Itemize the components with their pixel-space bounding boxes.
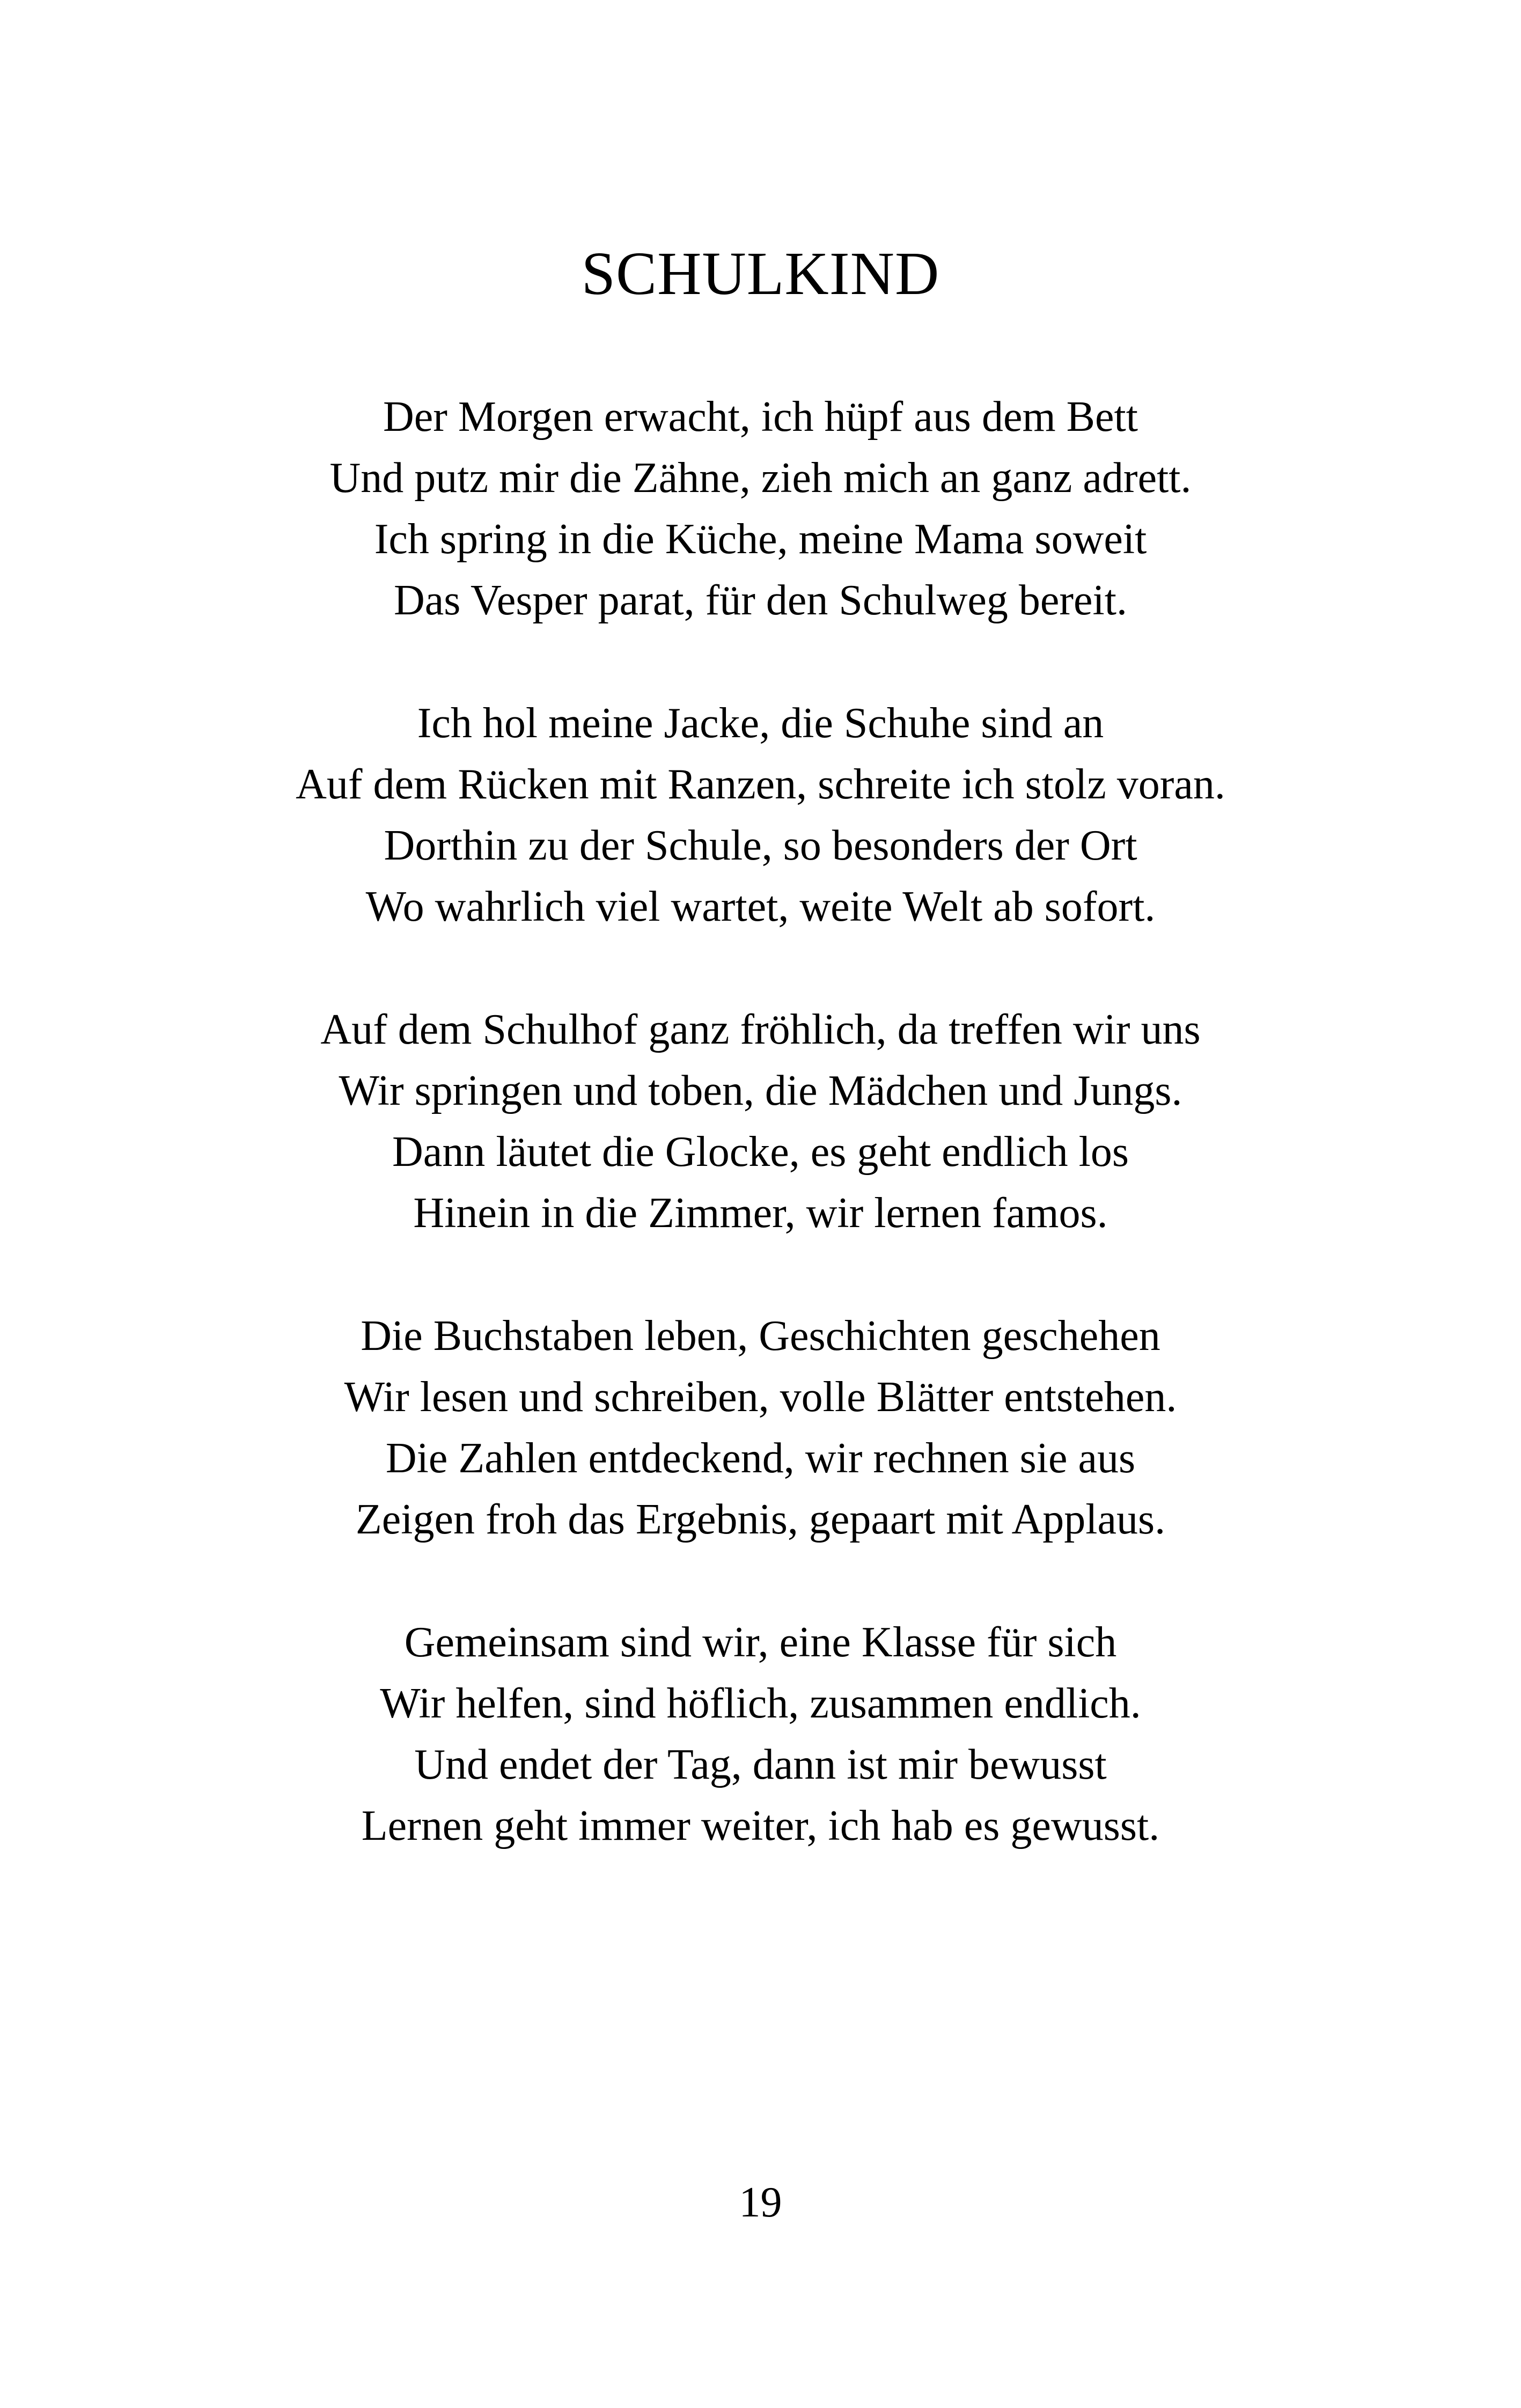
poem-line: Gemeinsam sind wir, eine Klasse für sich <box>404 1619 1117 1666</box>
poem-line: Zeigen froh das Ergebnis, gepaart mit Applaus. <box>355 1496 1166 1543</box>
poem-line: Wo wahrlich viel wartet, weite Welt ab sofort. <box>365 883 1156 930</box>
stanza-5 <box>0 1612 1521 1856</box>
poem-line: Ich hol meine Jacke, die Schuhe sind an <box>417 700 1104 747</box>
poem-line: Die Zahlen entdeckend, wir rechnen sie aus <box>385 1435 1136 1482</box>
poem-line: Das Vesper parat, für den Schulweg bereit. <box>394 577 1127 624</box>
poem-line: Dann läutet die Glocke, es geht endlich los <box>392 1128 1129 1176</box>
stanza-3 <box>0 999 1521 1244</box>
poem-body <box>0 386 1521 1918</box>
page-number: 19 <box>739 2179 782 2226</box>
poem-line: Lernen geht immer weiter, ich hab es gewusst. <box>361 1802 1160 1849</box>
poem-line: Der Morgen erwacht, ich hüpf aus dem Bett <box>383 393 1138 441</box>
poem-line: Auf dem Schulhof ganz fröhlich, da treffen wir uns <box>320 1006 1201 1053</box>
poem-title: SCHULKIND <box>581 239 940 307</box>
poem-line: Hinein in die Zimmer, wir lernen famos. <box>413 1190 1108 1237</box>
poem-line: Wir lesen und schreiben, volle Blätter entstehen. <box>344 1374 1177 1421</box>
poem-line: Wir helfen, sind höflich, zusammen endlich. <box>380 1680 1141 1727</box>
poem-line: Auf dem Rücken mit Ranzen, schreite ich stolz voran. <box>296 761 1225 808</box>
poem-line: Ich spring in die Küche, meine Mama soweit <box>374 516 1147 563</box>
poem-line: Und endet der Tag, dann ist mir bewusst <box>414 1741 1107 1788</box>
poem-line: Dorthin zu der Schule, so besonders der Ort <box>384 822 1137 869</box>
poem-line: Wir springen und toben, die Mädchen und Jungs. <box>339 1067 1182 1114</box>
stanza-2 <box>0 693 1521 937</box>
stanza-1 <box>0 386 1521 631</box>
poem-line: Die Buchstaben leben, Geschichten geschehen <box>361 1312 1160 1360</box>
poem-line: Und putz mir die Zähne, zieh mich an ganz adrett. <box>329 454 1192 502</box>
stanza-4 <box>0 1305 1521 1550</box>
